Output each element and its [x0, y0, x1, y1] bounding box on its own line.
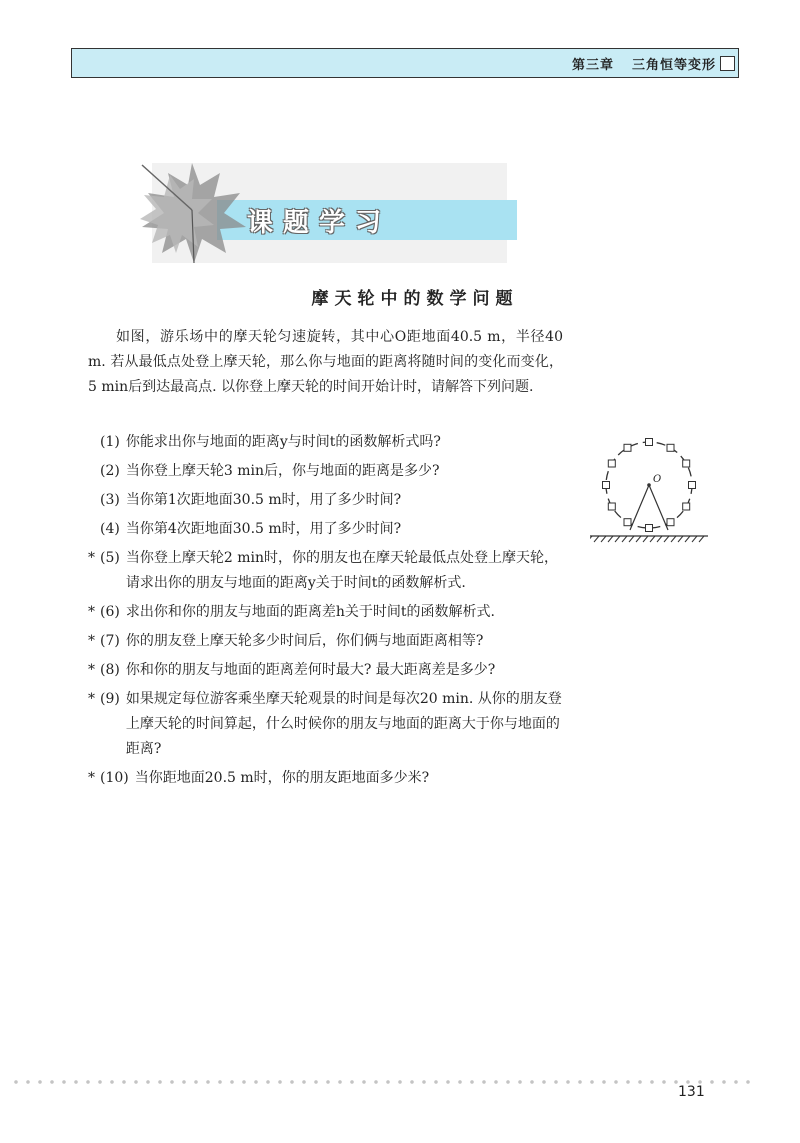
optional-star-marker: [88, 430, 100, 455]
cabin: [624, 444, 631, 451]
question-number: (8): [100, 662, 120, 678]
hatch-mark: [699, 536, 704, 542]
hatch-mark: [590, 536, 592, 542]
question-text: 你和你的朋友与地面的距离差何时最大? 最大距离差是多少?: [125, 662, 496, 678]
question-list: [88, 430, 568, 795]
question-text: 你能求出你与地面的距离y与时间t的函数解析式吗?: [125, 434, 441, 450]
support-leg-right: [649, 485, 668, 530]
chapter-section: 三角恒等变形: [631, 58, 716, 73]
question-number: (5): [100, 550, 120, 566]
cabin: [603, 482, 610, 489]
cabin: [646, 439, 653, 446]
hatch-mark: [643, 536, 648, 542]
hatch-mark: [629, 536, 634, 542]
question-text: 你的朋友登上摩天轮多少时间后，你们俩与地面距离相等?: [125, 633, 484, 649]
center-label: O: [653, 474, 662, 485]
cabin: [683, 503, 690, 510]
optional-star-marker: *: [88, 691, 95, 707]
cabin: [667, 519, 674, 526]
cabin: [689, 482, 696, 489]
hatch-mark: [671, 536, 676, 542]
cabin: [646, 525, 653, 532]
question-number: (6): [100, 604, 120, 620]
hatch-mark: [601, 536, 606, 542]
chapter-title: [572, 54, 716, 73]
question-item: [88, 459, 568, 484]
optional-star-marker: *: [88, 604, 95, 620]
hatch-mark: [615, 536, 620, 542]
optional-star-marker: [88, 459, 100, 484]
optional-star-marker: *: [88, 770, 95, 786]
optional-star-marker: *: [88, 662, 95, 678]
question-text: 当你第4次距地面30.5 m时，用了多少时间?: [125, 521, 402, 537]
intro-paragraph: 如图，游乐场中的摩天轮匀速旋转，其中心O距地面40.5 m，半径40 m. 若从最低点处登上摩天轮，那么你与地面的距离将随时间的变化而变化，5 min后到达最高点. 以你登上摩天轮的时间开始计时，请解答下列问题.: [88, 329, 563, 395]
question-number: (3): [100, 492, 120, 508]
center-point: [647, 483, 651, 487]
question-number: (9): [100, 691, 120, 707]
ferris-wheel-diagram: [590, 430, 720, 555]
hatch-mark: [692, 536, 697, 542]
hatch-mark: [636, 536, 641, 542]
question-item: [88, 546, 568, 596]
question-item: [88, 600, 568, 625]
question-text: 当你第1次距地面30.5 m时，用了多少时间?: [125, 492, 402, 508]
hatch-mark: [657, 536, 662, 542]
maple-leaf-icon: [122, 155, 262, 270]
hatch-mark: [622, 536, 627, 542]
topic-banner: [122, 155, 522, 270]
question-item: [88, 687, 568, 762]
question-text: 求出你和你的朋友与地面的距离差h关于时间t的函数解析式.: [125, 604, 495, 620]
question-item: [88, 766, 568, 791]
hatch-mark: [664, 536, 669, 542]
question-item: [88, 658, 568, 683]
hatch-mark: [594, 536, 599, 542]
ground-hatching: [590, 536, 704, 542]
question-number: (1): [100, 434, 120, 450]
article-title: 摩天轮中的数学问题: [311, 289, 519, 309]
question-number: (7): [100, 633, 120, 649]
support-leg-left: [630, 485, 649, 530]
cabin: [624, 519, 631, 526]
question-item: [88, 430, 568, 455]
cabin: [667, 444, 674, 451]
hatch-mark: [685, 536, 690, 542]
cabin: [608, 503, 615, 510]
footer-dotted-rule: [10, 1080, 750, 1084]
question-text: 当你距地面20.5 m时，你的朋友距地面多少米?: [134, 770, 430, 786]
chapter-header-bar: [71, 48, 739, 78]
optional-star-marker: *: [88, 550, 95, 566]
optional-star-marker: [88, 517, 100, 542]
question-number: (4): [100, 521, 120, 537]
question-text: 如果规定每位游客乘坐摩天轮观景的时间是每次20 min. 从你的朋友登上摩天轮的时间算起，什么时候你的朋友与地面的距离大于你与地面的距离?: [125, 691, 562, 757]
page-number: 131: [678, 1084, 705, 1100]
header-square-icon: [720, 56, 735, 71]
question-number: (10): [100, 770, 129, 786]
hatch-mark: [650, 536, 655, 542]
question-item: [88, 629, 568, 654]
hatch-mark: [608, 536, 613, 542]
cabin: [683, 460, 690, 467]
hatch-mark: [678, 536, 683, 542]
banner-label: 课题学习: [247, 208, 392, 238]
question-text: 当你登上摩天轮3 min后，你与地面的距离是多少?: [125, 463, 440, 479]
chapter-number: 第三章: [571, 58, 614, 73]
optional-star-marker: [88, 488, 100, 513]
question-item: [88, 517, 568, 542]
optional-star-marker: *: [88, 633, 95, 649]
question-number: (2): [100, 463, 120, 479]
question-item: [88, 488, 568, 513]
question-text: 当你登上摩天轮2 min时，你的朋友也在摩天轮最低点处登上摩天轮，请求出你的朋友与地面的距离y关于时间t的函数解析式.: [125, 550, 558, 591]
cabin: [608, 460, 615, 467]
